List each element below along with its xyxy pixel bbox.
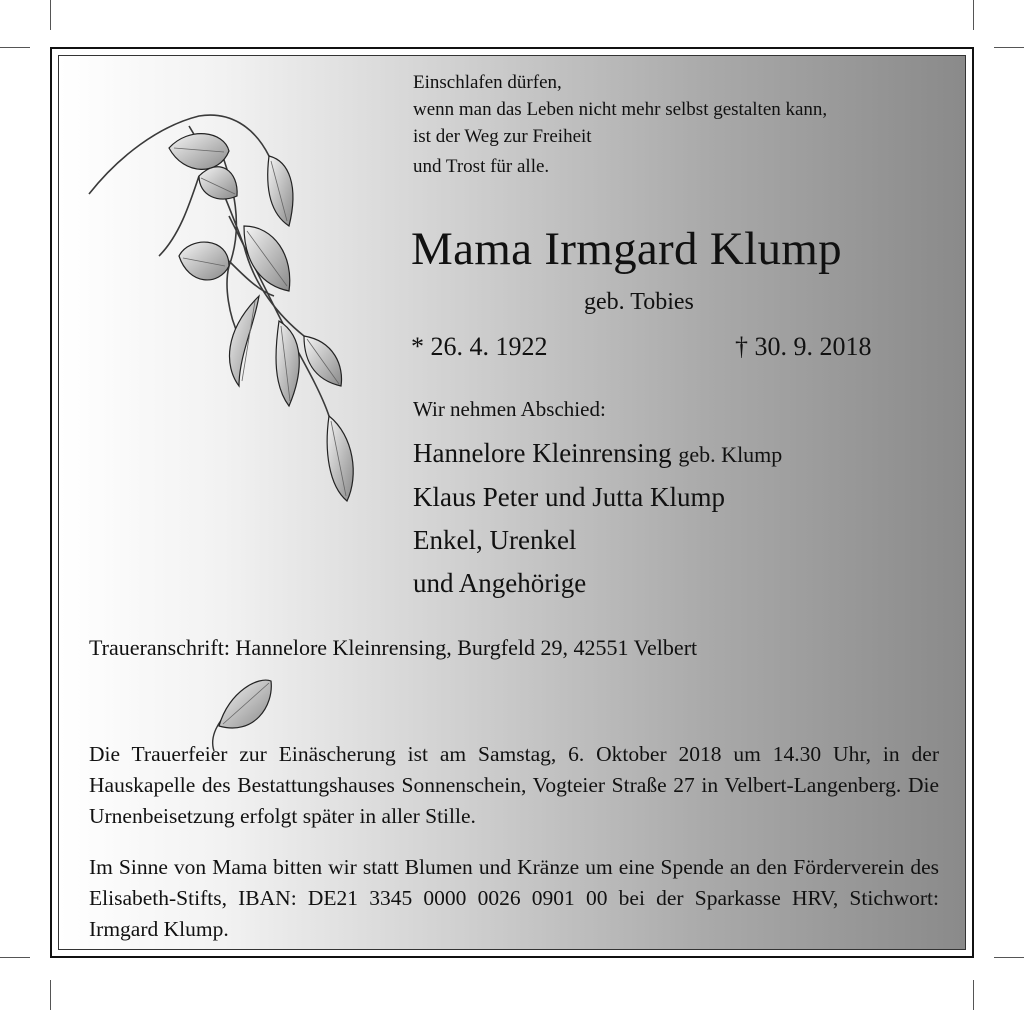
mourner-line <box>413 484 725 511</box>
death-date: † 30. 9. 2018 <box>735 332 872 361</box>
motto-line: und Trost für alle. <box>413 156 550 177</box>
mourner-line <box>413 527 576 554</box>
motto-line: wenn man das Leben nicht mehr selbst gestalten kann, <box>413 99 828 120</box>
birch-branch-icon <box>79 86 379 526</box>
farewell-intro: Wir nehmen Abschied: <box>413 397 606 421</box>
birth-date: * 26. 4. 1922 <box>411 332 548 361</box>
crop-mark <box>994 957 1024 958</box>
crop-mark <box>0 47 30 48</box>
mourner-line <box>413 570 586 597</box>
mourner-name: Klaus Peter und Jutta Klump <box>413 482 725 512</box>
mourner-name: und Angehörige <box>413 568 587 598</box>
crop-mark <box>0 957 30 958</box>
mourner-line <box>413 440 782 467</box>
mourner-note: geb. Klump <box>678 442 783 467</box>
mourner-name: Enkel, Urenkel <box>413 525 577 555</box>
mourner-name: Hannelore Kleinrensing <box>413 438 672 468</box>
crop-mark <box>50 0 51 30</box>
crop-mark <box>50 980 51 1010</box>
motto-line: ist der Weg zur Freiheit <box>413 126 592 147</box>
mourning-address: Traueranschrift: Hannelore Kleinrensing, Burgfeld 29, 42551 Velbert <box>89 635 698 660</box>
crop-mark <box>994 47 1024 48</box>
crop-mark <box>973 980 974 1010</box>
donation-paragraph: Im Sinne von Mama bitten wir statt Blumen und Kränze um eine Spende an den Förderverein des Elisabeth-Stifts, IBAN: DE21 3345 0000 0026 0901 00 bei der Sparkasse HRV, Stichwort: Irmgard Klump. <box>89 855 939 941</box>
deceased-name: Mama Irmgard Klump <box>411 223 842 275</box>
motto-line: Einschlafen dürfen, <box>413 72 562 93</box>
obituary-notice <box>58 55 966 950</box>
ceremony-paragraph: Die Trauerfeier zur Einäscherung ist am Samstag, 6. Oktober 2018 um 14.30 Uhr, in der Hauskapelle des Bestattungshauses Sonnenschein, Vogteier Straße 27 in Velbert-Langenberg. Die Urnenbeisetzung erfolgt später in aller Stille. <box>89 742 939 828</box>
crop-mark <box>973 0 974 30</box>
maiden-name: geb. Tobies <box>584 289 694 315</box>
